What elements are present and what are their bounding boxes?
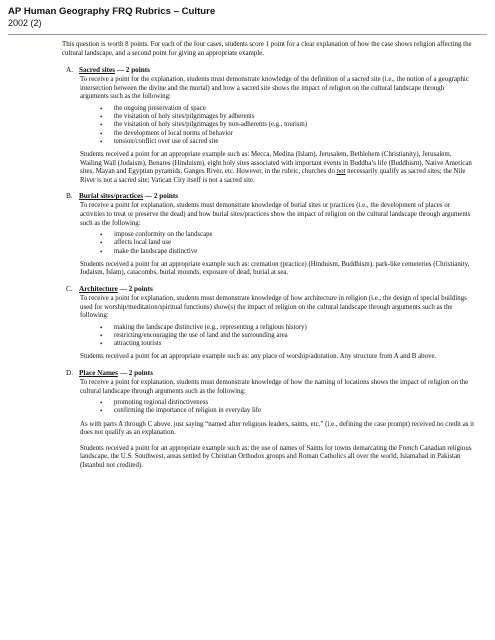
section-explanation: To receive a point for explanation, students must demonstrate knowledge of burial sites or practices (i.e., the development of places or activities to treat or preserve the dead) and how burial sites/practices show the impact of religion on the cultural landscape through arguments such as the following:	[80, 202, 471, 227]
section-letter: A.	[66, 66, 73, 75]
emphasis-not: not	[336, 168, 346, 176]
header-divider	[8, 34, 487, 35]
section-letter: C.	[66, 284, 73, 293]
section-explanation: To receive a point for explanation, students must demonstrate knowledge of how architecture in religion (i.e., the design of special buildings used for worship/meditation/spiritual functions) show(s) the impact of religion on the cultural landscape through arguments such as the following:	[80, 294, 467, 320]
section-points: — 2 points	[116, 66, 150, 75]
section-example: Students received a point for an appropriate example such as: any place of worship/adoration. Any structure from A and B above.	[80, 353, 437, 361]
list-item: • confirming the importance of religion in everyday life	[114, 407, 474, 415]
document-header	[8, 6, 215, 29]
section-example: Students received a point for an appropriate example such as: the use of names of Saints for towns demarcating the French Canadian religious landscape, the U.S. Southwest, areas settled by Christian Orthodox groups and Roman Catholics all over the world, Islamabad in Pakistan (Istanbul not credited).	[80, 444, 472, 469]
list-item: • tension/conflict over use of sacred site	[114, 138, 474, 146]
section-architecture	[62, 285, 474, 362]
list-item: • the visitation of holy sites/pilgrimages by non-adherents (e.g., tourism)	[114, 121, 474, 129]
intro-paragraph: This question is worth 8 points. For each of the four cases, students score 1 point for a clear explanation of how the case shows religion affecting the cultural landscape, and a second point for giving an appropriate example.	[62, 41, 472, 57]
list-item: • promoting regional distinctiveness	[114, 399, 474, 407]
section-heading	[66, 66, 474, 75]
section-name: Sacred sites	[79, 66, 116, 75]
section-letter: B.	[66, 192, 73, 201]
section-burial-sites	[62, 192, 474, 278]
document-title: AP Human Geography FRQ Rubrics – Culture	[8, 6, 216, 17]
section-points: — 2 points	[144, 192, 179, 201]
section-heading	[66, 192, 474, 201]
section-heading	[66, 369, 474, 378]
list-item: • affects local land use	[114, 239, 474, 247]
list-item: • the visitation of holy sites/pilgrimages by adherents	[114, 113, 474, 121]
section-sacred-sites	[62, 66, 474, 185]
section-name: Architecture	[79, 284, 118, 293]
example-text: Students received a point for an appropriate example such as: Mecca, Medina (Islam), Jerusalem, Bethlehem (Christianity), Jerusalem, Wailing Wall (Judaism), Benares (Hinduism), eight holy sites associated with important events in Buddha’s life (Buddhism), Native American sites, Mayan and Egyptian pyramids, Ganges River, etc. However, in the rubric, churches do	[80, 150, 472, 176]
rubric-content	[62, 41, 474, 470]
section-name: Place Names	[79, 368, 118, 377]
document-subtitle: 2002 (2)	[8, 18, 42, 28]
list-item: • making the landscape distinctive (e.g., representing a religious history)	[114, 324, 474, 332]
example-text-cont: necessarily qualify as sacred sites; the Nile River is not a sacred site; Vatican City itself is not a sacred site.	[80, 168, 466, 184]
section-heading	[66, 285, 474, 294]
section-points: — 2 points	[119, 368, 153, 377]
section-example: Students received a point for an appropriate example such as: cremation (practice) (Hinduism, Buddhism), park-like cemeteries (Christianity, Judaism, Islam), catacombs, burial mounds, exposure of dead, burial at sea.	[80, 260, 470, 277]
list-item: • attracting tourists	[114, 340, 474, 348]
list-item: • restricting/encouraging the use of land and the surrounding area	[114, 332, 474, 340]
argument-list	[80, 105, 474, 146]
section-note: As with parts A through C above, just saying “named after religious leaders, saints, etc.” (i.e., defining the case prompt) received no credit as it does not qualify as an explanation.	[80, 420, 474, 437]
list-item: • impose conformity on the landscape	[114, 231, 474, 239]
list-item: • make the landscape distinctive	[114, 248, 474, 256]
section-explanation: To receive a point for the explanation, students must demonstrate knowledge of the definition of a sacred site (i.e., the notion of a geographic intersection between the divine and the mortal) and how a sacred site shows the impact of religion on the cultural landscape through arguments such as the following:	[80, 76, 469, 101]
argument-list	[80, 399, 474, 415]
section-place-names	[62, 369, 474, 471]
section-name: Burial sites/practices	[79, 192, 144, 201]
section-example	[80, 151, 474, 185]
section-explanation: To receive a point for explanation, students must demonstrate knowledge of how the naming of locations shows the impact of religion on the cultural landscape through arguments such as the following:	[80, 378, 469, 395]
list-item: • the development of local norms of behavior	[114, 130, 474, 138]
section-letter: D.	[66, 368, 73, 377]
argument-list	[80, 324, 474, 349]
section-points: — 2 points	[119, 284, 153, 293]
argument-list	[80, 231, 474, 256]
list-item: • the ongoing preservation of space	[114, 105, 474, 113]
